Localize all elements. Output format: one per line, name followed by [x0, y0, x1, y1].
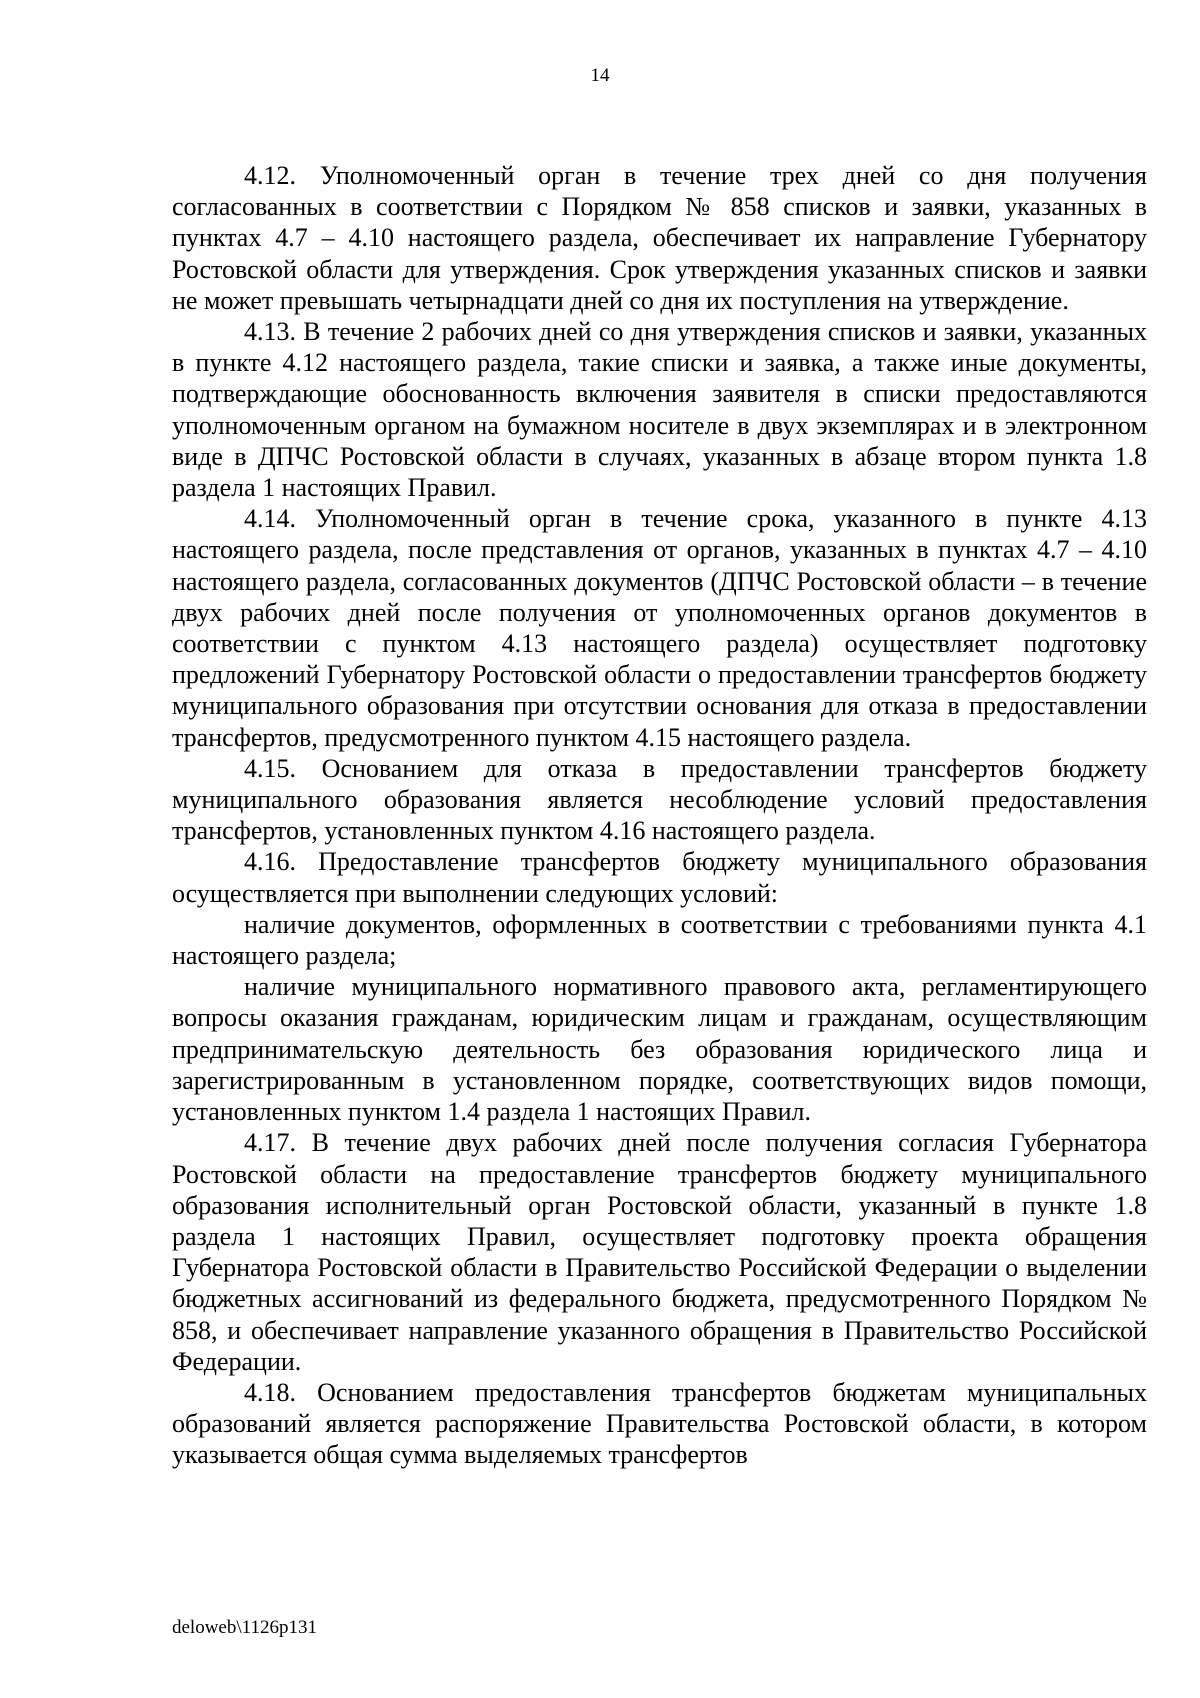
paragraph-4-16-condition-2: наличие муниципального нормативного правового акта, регламентирующего вопросы оказания гражданам, юридическим лицам и гражданам, осуществляющим предпринимательскую деятельность без образования юридического лица и зарегистрированным в установленном порядке, соответствующих видов помощи, установленных пунктом 1.4 раздела 1 настоящих Правил.	[172, 972, 1147, 1127]
paragraph-4-12: 4.12. Уполномоченный орган в течение трех дней со дня получения согласованных в соответствии с Порядком № 858 списков и заявки, указанных в пунктах 4.7 – 4.10 настоящего раздела, обеспечивает их направление Губернатору Ростовской области для утверждения. Срок утверждения указанных списков и заявки не может превышать четырнадцати дней со дня их поступления на утверждение.	[172, 161, 1147, 315]
document-body	[172, 160, 1147, 1471]
paragraph-4-17: 4.17. В течение двух рабочих дней после получения согласия Губернатора Ростовской области на предоставление трансфертов бюджету муниципального образования исполнительный орган Ростовской области, указанный в пункте 1.8 раздела 1 настоящих Правил, осуществляет подготовку проекта обращения Губернатора Ростовской области в Правительство Российской Федерации о выделении бюджетных ассигнований из федерального бюджета, предусмотренного Порядком № 858, и обеспечивает направление указанного обращения в Правительство Российской Федерации.	[172, 1128, 1147, 1376]
paragraph-4-16: 4.16. Предоставление трансфертов бюджету муниципального образования осуществляется при выполнении следующих условий:	[172, 847, 1147, 908]
footer-document-code: deloweb\1126p131	[172, 1617, 317, 1638]
paragraph-4-15: 4.15. Основанием для отказа в предоставлении трансфертов бюджету муниципального образования является несоблюдение условий предоставления трансфертов, установленных пунктом 4.16 настоящего раздела.	[172, 753, 1147, 846]
paragraph-4-16-condition-1: наличие документов, оформленных в соответствии с требованиями пункта 4.1 настоящего раздела;	[172, 909, 1147, 971]
paragraph-4-18: 4.18. Основанием предоставления трансфертов бюджетам муниципальных образований является распоряжение Правительства Ростовской области, в котором указывается общая сумма выделяемых трансфертов	[172, 1377, 1147, 1470]
paragraph-4-14: 4.14. Уполномоченный орган в течение срока, указанного в пункте 4.13 настоящего раздела, после представления от органов, указанных в пунктах 4.7 – 4.10 настоящего раздела, согласованных документов (ДПЧС Ростовской области – в течение двух рабочих дней после получения от уполномоченных органов документов в соответствии с пунктом 4.13 настоящего раздела) осуществляет подготовку предложений Губернатору Ростовской области о предоставлении трансфертов бюджету муниципального образования при отсутствии основания для отказа в предоставлении трансфертов, предусмотренного пунктом 4.15 настоящего раздела.	[172, 504, 1147, 752]
paragraph-4-13: 4.13. В течение 2 рабочих дней со дня утверждения списков и заявки, указанных в пункте 4.12 настоящего раздела, такие списки и заявка, а также иные документы, подтверждающие обоснованность включения заявителя в списки предоставляются уполномоченным органом на бумажном носителе в двух экземплярах и в электронном виде в ДПЧС Ростовской области в случаях, указанных в абзаце втором пункта 1.8 раздела 1 настоящих Правил.	[172, 317, 1147, 503]
page-number: 14	[590, 65, 610, 86]
